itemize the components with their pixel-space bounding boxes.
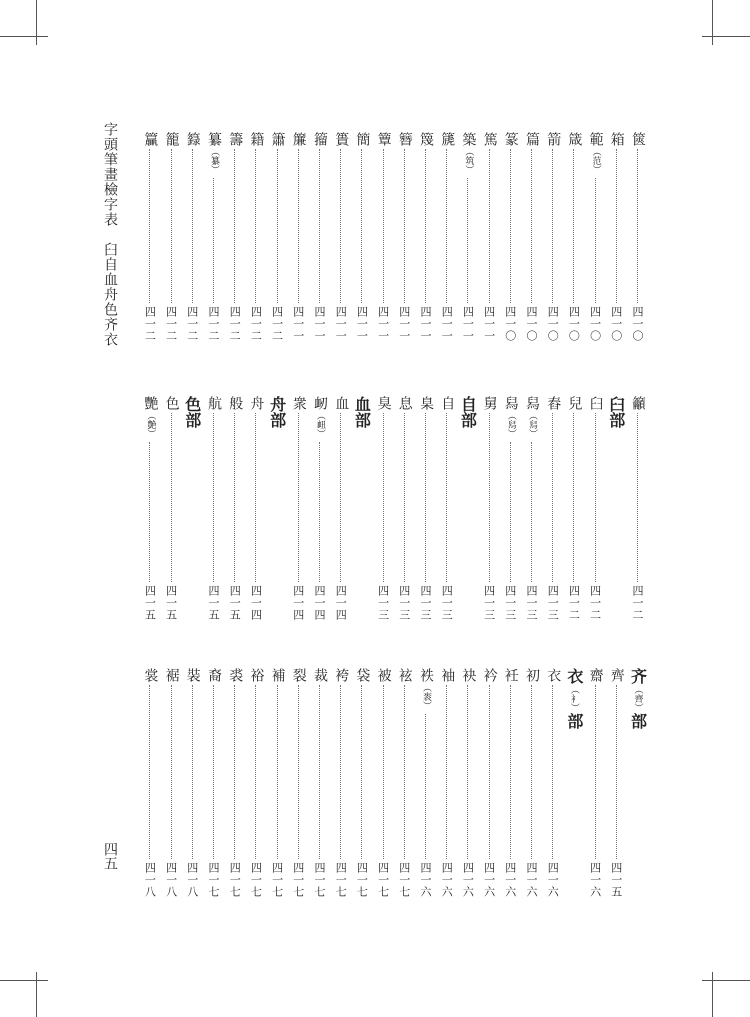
- index-entry: [627, 132, 648, 342]
- leader-dots: [552, 413, 553, 582]
- entry-character: 裳: [142, 668, 159, 682]
- entry-page-number: 四一三: [525, 585, 538, 621]
- leader-dots: [171, 413, 172, 582]
- entry-character: 篪: [439, 132, 456, 146]
- entry-page-number: 四一一: [313, 306, 326, 342]
- leader-dots: [213, 178, 214, 303]
- entry-page-number: 四一三: [546, 585, 560, 621]
- entry-character: 篆: [502, 132, 519, 146]
- entry-page-number: 四一三: [482, 585, 496, 621]
- leader-dots: [531, 442, 532, 582]
- leader-dots: [192, 149, 193, 303]
- leader-dots: [404, 685, 405, 859]
- entry-character: 袖: [439, 668, 456, 682]
- leader-dots: [234, 149, 235, 303]
- entry-character: 簫: [269, 132, 286, 146]
- index-entry: [288, 668, 309, 898]
- entry-character: 衣: [545, 668, 562, 682]
- entry-page-number: 四一六: [546, 862, 560, 898]
- entry-page-number: 四一六: [440, 862, 454, 898]
- entry-character: 舄: [502, 396, 519, 410]
- radical-heading: [457, 396, 478, 621]
- crop-mark-top-right-v: [712, 0, 713, 45]
- index-entry: [415, 396, 436, 621]
- leader-dots: [255, 685, 256, 859]
- radical-name: 舟部: [267, 396, 287, 428]
- leader-dots: [616, 149, 617, 303]
- entry-character: 裾: [163, 668, 180, 682]
- index-entry: [415, 668, 436, 898]
- entry-page-number: 四一八: [143, 862, 157, 898]
- index-entry: [500, 396, 521, 621]
- leader-dots: [425, 413, 426, 582]
- entry-page-number: 四一六: [503, 862, 517, 898]
- entry-character: 臭: [375, 396, 392, 410]
- leader-dots: [213, 685, 214, 859]
- leader-dots: [552, 685, 553, 859]
- entry-page-number: 四一七: [376, 862, 390, 898]
- index-entry: [267, 668, 288, 898]
- index-entry: [267, 132, 288, 342]
- index-entry: [373, 396, 394, 621]
- entry-page-number: 四一二: [185, 306, 199, 342]
- leader-dots: [255, 149, 256, 303]
- entry-character: 簟: [375, 132, 392, 146]
- index-entry: [394, 132, 415, 342]
- index-entry: [309, 396, 330, 621]
- index-entry: [224, 396, 245, 621]
- index-entry: [224, 132, 245, 342]
- entry-page-number: 四一一: [291, 306, 305, 342]
- entry-page-number: 四一三: [503, 585, 517, 621]
- entry-character: 範: [587, 132, 604, 146]
- leader-dots: [149, 149, 150, 303]
- index-entry: [203, 396, 224, 621]
- entry-page-number: 四一二: [207, 306, 220, 342]
- entry-character: 被: [375, 668, 392, 682]
- entry-character: 色: [163, 396, 180, 410]
- leader-dots: [467, 685, 468, 859]
- entry-page-number: 四一二: [228, 306, 242, 342]
- crop-mark-bottom-left-h: [0, 980, 48, 981]
- index-entry: [203, 132, 224, 342]
- entry-character: 航: [206, 396, 222, 410]
- entry-character: 息: [396, 396, 413, 410]
- entry-character: 袟: [418, 668, 434, 682]
- leader-dots: [531, 685, 532, 859]
- entry-page-number: 四一一: [376, 306, 390, 342]
- index-entry: [309, 132, 330, 342]
- entry-page-number: 四一七: [291, 862, 305, 898]
- leader-dots: [383, 685, 384, 859]
- index-entry: [288, 132, 309, 342]
- leader-dots: [171, 149, 172, 303]
- leader-dots: [510, 149, 511, 303]
- index-entry: [627, 396, 648, 621]
- entry-page-number: 四一〇: [546, 306, 560, 342]
- index-entry: [585, 668, 606, 898]
- index-entry: [351, 668, 372, 898]
- index-entry: [330, 668, 351, 898]
- entry-page-number: 四一七: [313, 862, 326, 898]
- leader-dots: [510, 685, 511, 859]
- crop-mark-top-left-h: [0, 36, 48, 37]
- leader-dots: [489, 149, 490, 303]
- entry-character: 兒: [566, 396, 583, 410]
- index-entry: [139, 132, 160, 342]
- leader-dots: [383, 413, 384, 582]
- entry-character: 籙: [184, 132, 201, 146]
- index-entry: [203, 668, 224, 898]
- entry-variant: （舄）: [527, 411, 537, 438]
- crop-mark-bottom-right-v: [712, 972, 713, 1017]
- index-entry: [606, 668, 627, 898]
- index-entry: [224, 668, 245, 898]
- index-band-2: [128, 396, 648, 621]
- leader-dots: [467, 178, 468, 303]
- entry-page-number: 四一二: [164, 306, 178, 342]
- index-entry: [394, 668, 415, 898]
- index-entry: [161, 132, 182, 342]
- index-entry: [245, 668, 266, 898]
- index-entry: [457, 668, 478, 898]
- radical-name: 齐（齊）部: [628, 668, 648, 729]
- leader-dots: [510, 442, 511, 582]
- index-entry: [585, 132, 606, 342]
- index-entry: [182, 668, 203, 898]
- entry-page-number: 四一六: [588, 862, 602, 898]
- index-entry: [436, 668, 457, 898]
- entry-page-number: 四一七: [228, 862, 242, 898]
- leader-dots: [277, 685, 278, 859]
- index-entry: [563, 396, 584, 621]
- entry-page-number: 四一三: [376, 585, 390, 621]
- entry-character: 袋: [354, 668, 371, 682]
- entry-character: 纂: [206, 132, 222, 146]
- radical-heading: [606, 396, 627, 621]
- radical-name: 臼部: [606, 396, 626, 428]
- entry-page-number: 四一一: [397, 306, 411, 342]
- index-entry: [521, 132, 542, 342]
- entry-character: 裝: [184, 668, 201, 682]
- entry-character: 衿: [481, 668, 498, 682]
- index-entry: [161, 396, 182, 621]
- index-entry: [288, 396, 309, 621]
- leader-dots: [340, 413, 341, 582]
- radical-variant: （衤）: [568, 685, 579, 712]
- leader-dots: [425, 149, 426, 303]
- entry-page-number: 四一三: [419, 585, 432, 621]
- leader-dots: [404, 413, 405, 582]
- index-entry: [436, 132, 457, 342]
- entry-page-number: 四一〇: [609, 306, 623, 342]
- entry-page-number: 四一二: [249, 306, 263, 342]
- running-title: 字頭筆畫檢字表 臼自血舟色齐衣: [102, 122, 118, 347]
- entry-character: 箴: [566, 132, 583, 146]
- entry-character: 般: [227, 396, 244, 410]
- entry-variant: （艶）: [145, 411, 156, 438]
- index-entry: [373, 132, 394, 342]
- index-entry: [479, 668, 500, 898]
- leader-dots: [234, 685, 235, 859]
- entry-page-number: 四一四: [313, 585, 326, 621]
- index-entry: [330, 396, 351, 621]
- entry-page-number: 四一四: [334, 585, 348, 621]
- leader-dots: [489, 413, 490, 582]
- entry-page-number: 四一六: [419, 862, 432, 898]
- entry-character: 舟: [248, 396, 265, 410]
- leader-dots: [425, 714, 426, 859]
- leader-dots: [340, 149, 341, 303]
- entry-page-number: 四一六: [461, 862, 475, 898]
- entry-character: 臬: [418, 396, 434, 410]
- radical-heading: [267, 396, 288, 621]
- crop-mark-bottom-right-h: [702, 980, 750, 981]
- entry-character: 裘: [227, 668, 244, 682]
- entry-character: 自: [439, 396, 456, 410]
- entry-page-number: 四一二: [588, 585, 602, 621]
- entry-character: 籀: [312, 132, 328, 146]
- crop-mark-top-left-v: [36, 0, 37, 45]
- index-entry: [542, 396, 563, 621]
- entry-character: 初: [524, 668, 540, 682]
- leader-dots: [446, 149, 447, 303]
- entry-character: 篋: [630, 132, 646, 146]
- entry-character: 築: [460, 132, 477, 146]
- entry-page-number: 四一二: [270, 306, 284, 342]
- entry-character: 籠: [163, 132, 180, 146]
- index-entry: [521, 668, 542, 898]
- leader-dots: [531, 149, 532, 303]
- entry-page-number: 四一八: [164, 862, 178, 898]
- index-band-1: [128, 132, 648, 342]
- radical-name: 色部: [182, 396, 202, 428]
- index-entry: [457, 132, 478, 342]
- index-entry: [139, 668, 160, 898]
- entry-page-number: 四一一: [355, 306, 369, 342]
- entry-page-number: 四一一: [440, 306, 454, 342]
- entry-character: 裁: [312, 668, 328, 682]
- entry-character: 簪: [396, 132, 413, 146]
- leader-dots: [213, 413, 214, 582]
- index-entry: [309, 668, 330, 898]
- entry-page-number: 四一五: [228, 585, 242, 621]
- leader-dots: [637, 413, 638, 582]
- radical-heading: [351, 396, 372, 621]
- entry-page-number: 四一四: [249, 585, 263, 621]
- leader-dots: [361, 685, 362, 859]
- entry-character: 篾: [418, 132, 434, 146]
- index-entry: [330, 132, 351, 342]
- entry-page-number: 四一〇: [525, 306, 538, 342]
- leader-dots: [637, 149, 638, 303]
- index-entry: [436, 396, 457, 621]
- leader-dots: [277, 149, 278, 303]
- leader-dots: [298, 149, 299, 303]
- entry-character: 簡: [354, 132, 371, 146]
- entry-character: 籲: [630, 396, 646, 410]
- entry-page-number: 四一八: [185, 862, 199, 898]
- entry-variant: （衄）: [315, 411, 325, 438]
- entry-page-number: 四一〇: [631, 306, 644, 342]
- entry-page-number: 四一三: [440, 585, 454, 621]
- index-entry: [585, 396, 606, 621]
- entry-page-number: 四一三: [397, 585, 411, 621]
- entry-page-number: 四一六: [525, 862, 538, 898]
- entry-character: 箱: [608, 132, 625, 146]
- entry-character: 衽: [502, 668, 519, 682]
- entry-character: 篤: [481, 132, 498, 146]
- entry-page-number: 四一五: [609, 862, 623, 898]
- entry-character: 箭: [545, 132, 562, 146]
- entry-page-number: 四一七: [355, 862, 369, 898]
- entry-page-number: 四一〇: [588, 306, 602, 342]
- entry-character: 籌: [227, 132, 244, 146]
- entry-character: 補: [269, 668, 286, 682]
- index-entry: [500, 132, 521, 342]
- entry-page-number: 四一〇: [567, 306, 581, 342]
- entry-character: 臼: [587, 396, 604, 410]
- crop-mark-top-right-h: [702, 36, 750, 37]
- entry-page-number: 四一一: [461, 306, 475, 342]
- index-entry: [245, 132, 266, 342]
- index-entry: [563, 132, 584, 342]
- leader-dots: [149, 442, 150, 582]
- entry-character: 艷: [142, 396, 159, 410]
- index-entry: [394, 396, 415, 621]
- leader-dots: [573, 413, 574, 582]
- index-entry: [161, 668, 182, 898]
- leader-dots: [171, 685, 172, 859]
- radical-name: 衣（衤）部: [564, 668, 584, 729]
- entry-page-number: 四一〇: [503, 306, 517, 342]
- index-entry: [479, 132, 500, 342]
- radical-heading: [563, 668, 584, 898]
- entry-page-number: 四一五: [207, 585, 220, 621]
- entry-page-number: 四一四: [291, 585, 305, 621]
- entry-character: 齊: [608, 668, 625, 682]
- entry-character: 袴: [333, 668, 350, 682]
- index-entry: [542, 132, 563, 342]
- entry-variant: （筑）: [463, 147, 474, 174]
- entry-page-number: 四一二: [567, 585, 581, 621]
- leader-dots: [595, 178, 596, 303]
- leader-dots: [595, 685, 596, 859]
- page-number: 四五: [102, 842, 118, 870]
- entry-page-number: 四一一: [482, 306, 496, 342]
- entry-page-number: 四一七: [334, 862, 348, 898]
- entry-character: 舅: [481, 396, 498, 410]
- entry-page-number: 四一一: [334, 306, 348, 342]
- leader-dots: [595, 413, 596, 582]
- index-entry: [542, 668, 563, 898]
- entry-variant: （袠）: [421, 683, 431, 710]
- index-entry: [139, 396, 160, 621]
- entry-character: 血: [333, 396, 350, 410]
- leader-dots: [340, 685, 341, 859]
- entry-character: 裕: [248, 668, 265, 682]
- entry-page-number: 四一二: [631, 585, 644, 621]
- entry-character: 簣: [333, 132, 350, 146]
- leader-dots: [552, 149, 553, 303]
- entry-character: 衂: [312, 396, 328, 410]
- entry-page-number: 四一五: [143, 585, 157, 621]
- index-entry: [606, 132, 627, 342]
- entry-character: 舄: [524, 396, 540, 410]
- index-entry: [415, 132, 436, 342]
- leader-dots: [383, 149, 384, 303]
- radical-name: 血部: [352, 396, 372, 428]
- index-entry: [351, 132, 372, 342]
- radical-heading: [182, 396, 203, 621]
- leader-dots: [319, 685, 320, 859]
- entry-variant: （范）: [590, 147, 601, 174]
- entry-page-number: 四一六: [482, 862, 496, 898]
- leader-dots: [616, 685, 617, 859]
- entry-character: 簾: [290, 132, 307, 146]
- entry-variant: （舄）: [505, 411, 516, 438]
- leader-dots: [361, 149, 362, 303]
- entry-character: 衆: [290, 396, 307, 410]
- entry-page-number: 四一一: [419, 306, 432, 342]
- entry-page-number: 四一七: [397, 862, 411, 898]
- entry-character: 袂: [460, 668, 477, 682]
- index-entry: [245, 396, 266, 621]
- entry-character: 齋: [587, 668, 604, 682]
- leader-dots: [404, 149, 405, 303]
- index-entry: [479, 396, 500, 621]
- entry-page-number: 四一五: [164, 585, 178, 621]
- leader-dots: [255, 413, 256, 582]
- entry-character: 裔: [206, 668, 222, 682]
- radical-name: 自部: [458, 396, 478, 428]
- entry-character: 袨: [396, 668, 413, 682]
- leader-dots: [234, 413, 235, 582]
- radical-heading: [627, 668, 648, 898]
- entry-page-number: 四一二: [143, 306, 157, 342]
- index-entry: [373, 668, 394, 898]
- leader-dots: [298, 413, 299, 582]
- radical-variant: （齊）: [632, 685, 643, 712]
- entry-character: 籯: [142, 132, 159, 146]
- index-entry: [182, 132, 203, 342]
- leader-dots: [319, 442, 320, 582]
- leader-dots: [192, 685, 193, 859]
- entry-character: 籍: [248, 132, 265, 146]
- entry-variant: （纂）: [209, 147, 219, 174]
- index-entry: [500, 668, 521, 898]
- entry-page-number: 四一七: [249, 862, 263, 898]
- crop-mark-bottom-left-v: [36, 972, 37, 1017]
- index-band-3: [128, 668, 648, 898]
- entry-character: 篇: [524, 132, 540, 146]
- entry-character: 裂: [290, 668, 307, 682]
- leader-dots: [446, 413, 447, 582]
- entry-page-number: 四一七: [207, 862, 220, 898]
- entry-page-number: 四一七: [270, 862, 284, 898]
- index-entry: [521, 396, 542, 621]
- leader-dots: [573, 149, 574, 303]
- leader-dots: [489, 685, 490, 859]
- entry-character: 舂: [545, 396, 562, 410]
- leader-dots: [319, 149, 320, 303]
- leader-dots: [298, 685, 299, 859]
- leader-dots: [149, 685, 150, 859]
- leader-dots: [446, 685, 447, 859]
